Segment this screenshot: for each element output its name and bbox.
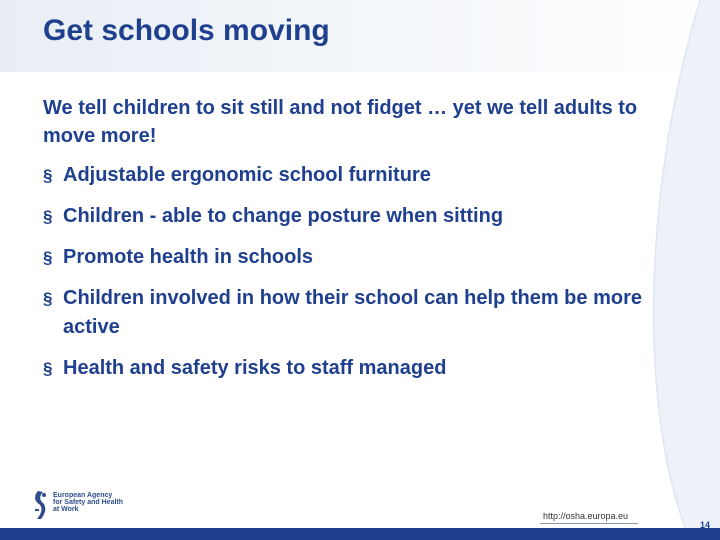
logo-text: European Agency for Safety and Health at Work bbox=[53, 492, 124, 513]
bullet-marker-icon: § bbox=[43, 248, 53, 267]
bullet-text: Promote health in schools bbox=[63, 246, 314, 268]
bullet-item bbox=[43, 284, 643, 342]
bullet-marker-icon: § bbox=[43, 166, 53, 185]
slide-title: Get schools moving bbox=[43, 14, 330, 47]
bullet-item bbox=[43, 161, 643, 190]
intro-text: We tell children to sit still and not fidget … yet we tell adults to move more! bbox=[43, 97, 638, 147]
footer-bar bbox=[0, 528, 720, 540]
page-number: 14 bbox=[700, 520, 711, 530]
bullet-text: Health and safety risks to staff managed bbox=[63, 357, 447, 379]
bullet-item bbox=[43, 202, 643, 231]
footer-url-link[interactable]: http://osha.europa.eu bbox=[543, 511, 629, 521]
url-underline bbox=[540, 523, 638, 524]
bullet-text: Children - able to change posture when sitting bbox=[63, 205, 504, 227]
bullet-marker-icon: § bbox=[43, 289, 53, 308]
bullet-item bbox=[43, 354, 643, 383]
bullet-marker-icon: § bbox=[43, 359, 53, 378]
bullet-marker-icon: § bbox=[43, 207, 53, 226]
bullet-text: Children involved in how their school can help them be more active bbox=[63, 287, 642, 338]
bullet-list bbox=[43, 161, 643, 395]
bullet-item bbox=[43, 243, 643, 272]
bullet-text: Adjustable ergonomic school furniture bbox=[63, 164, 431, 186]
